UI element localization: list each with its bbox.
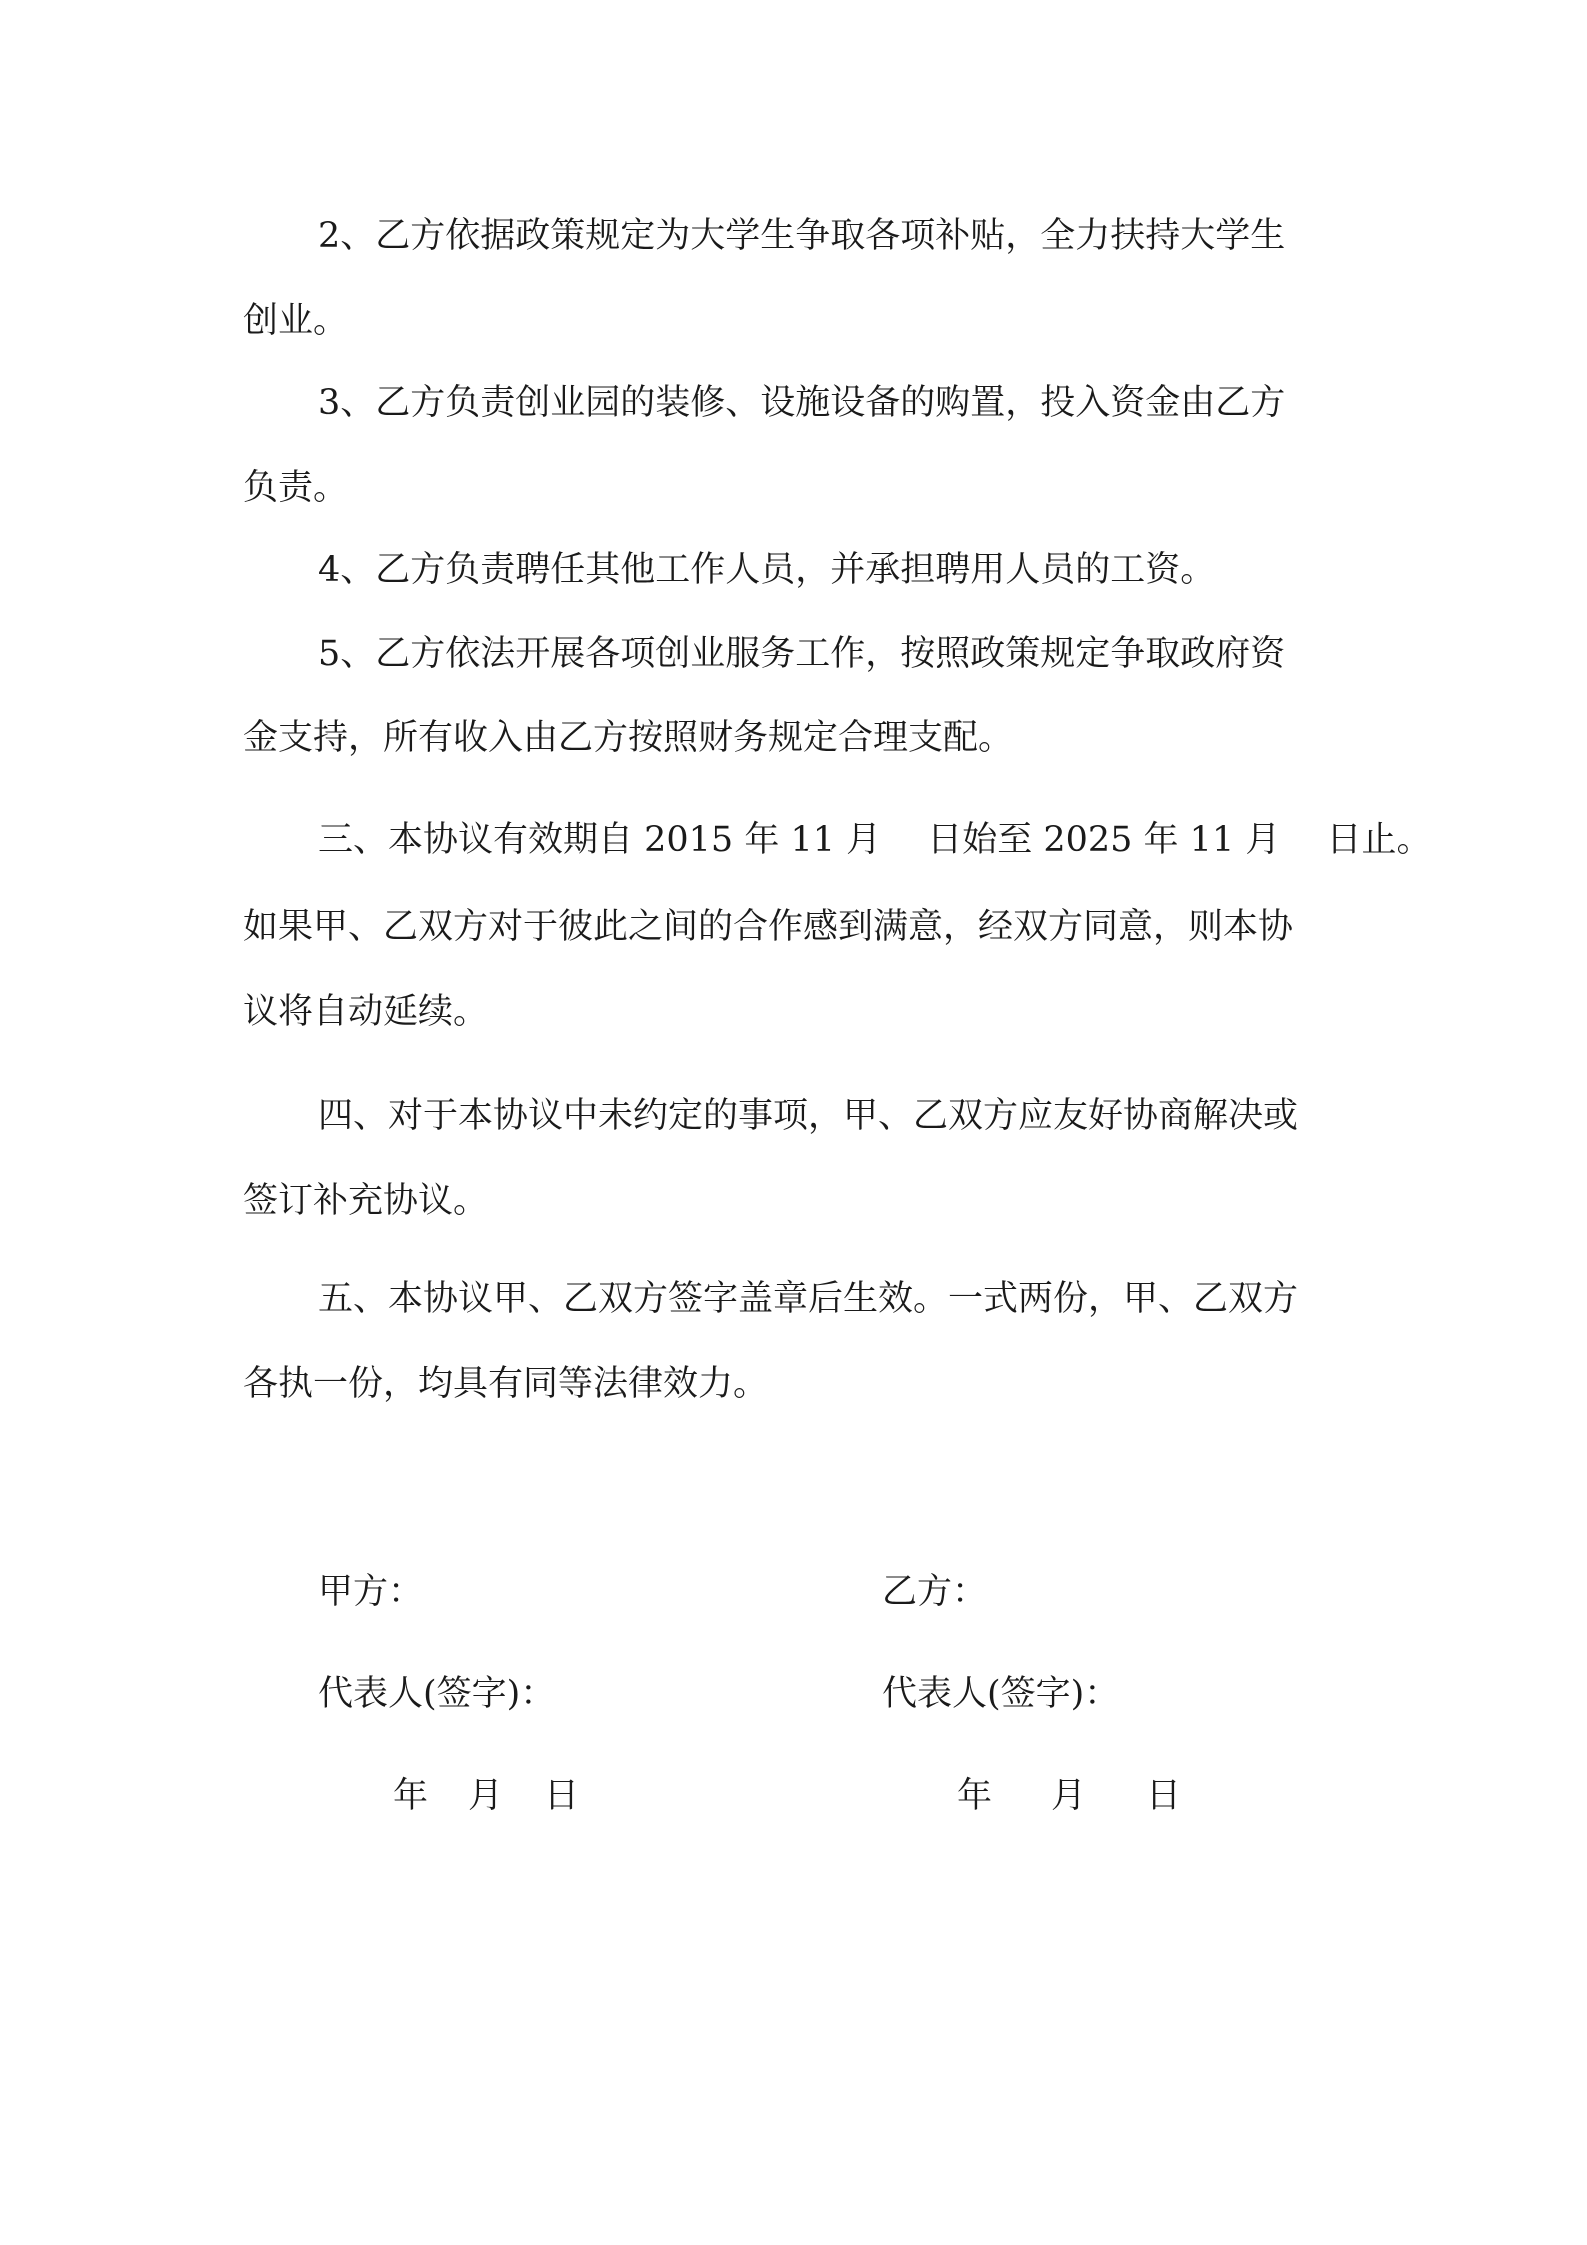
party-a-representative-label: 代表人(签字)： [318, 1674, 556, 1714]
clause-3-line-2: 负责。 [243, 468, 349, 508]
section-5-line-1: 五、本协议甲、乙双方签字盖章后生效。一式两份，甲、乙双方 [318, 1279, 1299, 1319]
party-a-label: 甲方： [318, 1572, 424, 1612]
party-b-date-year: 年 [957, 1776, 993, 1816]
party-b-date-month: 月 [1051, 1776, 1087, 1816]
party-b-label: 乙方： [882, 1572, 988, 1612]
section-5-line-2: 各执一份，均具有同等法律效力。 [243, 1364, 769, 1404]
clause-3-line-1: 3、乙方负责创业园的装修、设施设备的购置，投入资金由乙方 [318, 383, 1286, 423]
party-a-date-day: 日 [544, 1776, 580, 1816]
clause-4-line-1: 4、乙方负责聘任其他工作人员，并承担聘用人员的工资。 [318, 550, 1216, 590]
clause-2-line-2: 创业。 [243, 301, 349, 341]
section-4-line-2: 签订补充协议。 [243, 1181, 489, 1221]
section-3-line-1: 三、本协议有效期自 2015 年 11 月 日始至 2025 年 11 月 日止。 [318, 820, 1432, 860]
section-3-line-3: 议将自动延续。 [243, 992, 489, 1032]
section-3-line-2: 如果甲、乙双方对于彼此之间的合作感到满意，经双方同意，则本协 [243, 907, 1294, 947]
party-a-date-month: 月 [468, 1776, 504, 1816]
party-a-date-year: 年 [393, 1776, 429, 1816]
party-b-representative-label: 代表人(签字)： [882, 1674, 1120, 1714]
clause-5-line-1: 5、乙方依法开展各项创业服务工作，按照政策规定争取政府资 [318, 634, 1286, 674]
clause-5-line-2: 金支持，所有收入由乙方按照财务规定合理支配。 [243, 718, 1014, 758]
party-b-date-day: 日 [1146, 1776, 1182, 1816]
clause-2-line-1: 2、乙方依据政策规定为大学生争取各项补贴，全力扶持大学生 [318, 216, 1286, 256]
section-4-line-1: 四、对于本协议中未约定的事项，甲、乙双方应友好协商解决或 [318, 1096, 1299, 1136]
